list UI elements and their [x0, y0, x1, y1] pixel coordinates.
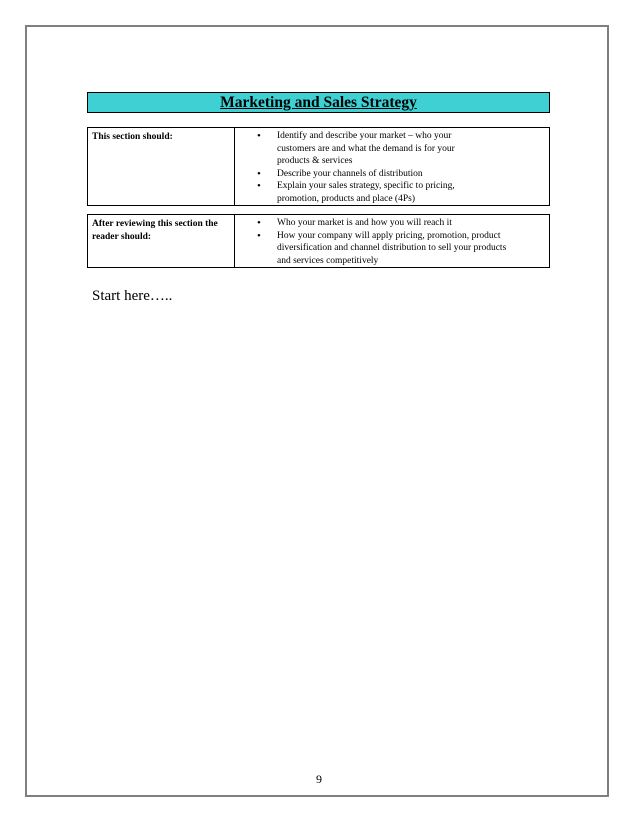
- section-title-bar: [87, 92, 550, 113]
- reader-outcome-bullets: [235, 215, 549, 267]
- reader-outcome-table: [87, 214, 550, 268]
- section-title: Marketing and Sales Strategy: [220, 94, 417, 111]
- bullet-item: • Explain your sales strategy, specific to pricing, promotion, products and place (4Ps): [257, 180, 487, 205]
- bullet-item: • Who your market is and how you will reach it: [257, 217, 509, 230]
- bullet-item: • How your company will apply pricing, promotion, product diversification and channel distribution to sell your products and services competitively: [257, 230, 509, 268]
- page-number: 9: [316, 772, 322, 786]
- bullet-item: • Describe your channels of distribution: [257, 168, 487, 181]
- bullet-item: • Identify and describe your market – who your customers are and what the demand is for your products & services: [257, 130, 487, 168]
- section-purpose-label: This section should:: [88, 128, 235, 205]
- section-purpose-table: [87, 127, 550, 206]
- start-here-text: Start here…..: [92, 288, 173, 304]
- reader-outcome-label: After reviewing this section the reader should:: [88, 215, 235, 267]
- section-purpose-bullets: [235, 128, 549, 205]
